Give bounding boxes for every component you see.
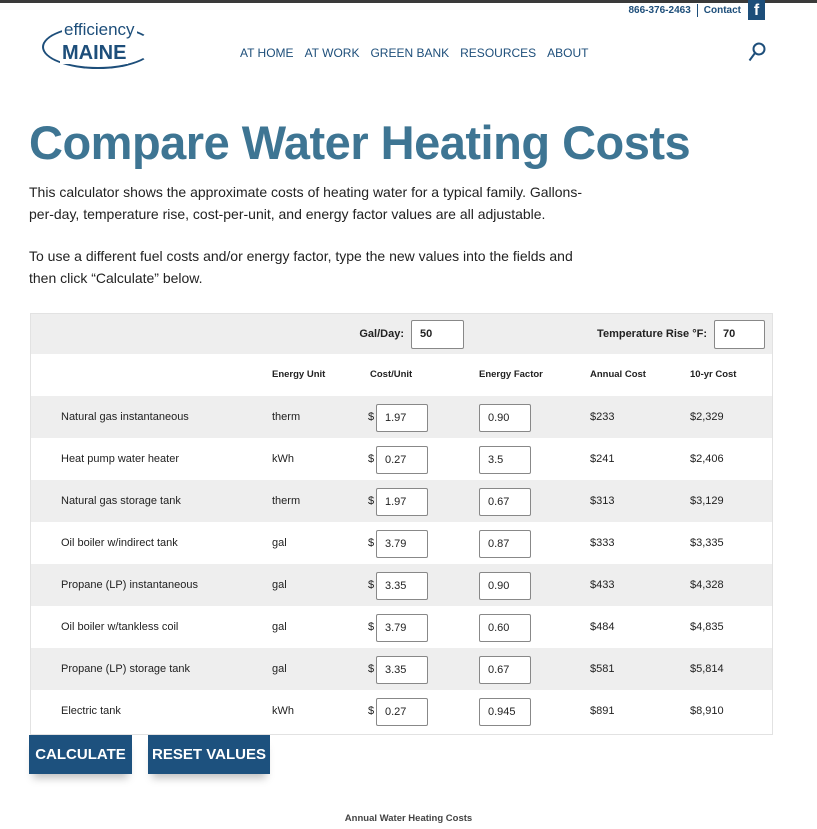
energy-factor-input[interactable]: 0.90: [479, 572, 531, 600]
energy-factor-input[interactable]: 0.60: [479, 614, 531, 642]
calculator-table: [30, 313, 773, 735]
nav-resources[interactable]: RESOURCES: [460, 46, 537, 60]
nav-at-work[interactable]: AT WORK: [304, 46, 360, 60]
col-energy-factor: Energy Factor: [479, 369, 543, 380]
search-icon[interactable]: [748, 42, 766, 62]
currency-symbol: $: [368, 453, 375, 465]
table-row: [31, 648, 772, 690]
energy-factor-input[interactable]: 0.67: [479, 488, 531, 516]
system-name: Natural gas instantaneous: [61, 411, 189, 423]
currency-symbol: $: [368, 705, 375, 717]
calculate-button[interactable]: CALCULATE: [29, 735, 132, 774]
cost-per-unit-input[interactable]: 3.35: [376, 572, 428, 600]
logo-text-top: efficiency: [64, 20, 135, 39]
reset-values-button[interactable]: RESET VALUES: [148, 735, 270, 774]
system-name: Propane (LP) instantaneous: [61, 579, 198, 591]
top-bar: [0, 0, 817, 3]
energy-factor-input[interactable]: 0.87: [479, 530, 531, 558]
intro-text: [29, 181, 599, 289]
currency-symbol: $: [368, 411, 375, 423]
facebook-icon[interactable]: f: [748, 0, 765, 20]
system-name: Natural gas storage tank: [61, 495, 181, 507]
currency-symbol: $: [368, 621, 375, 633]
temperature-rise-label: Temperature Rise °F:: [597, 328, 707, 340]
annual-cost: $581: [590, 663, 615, 675]
intro-paragraph-2: To use a different fuel costs and/or energy factor, type the new values into the fields and then click “Calculate” below.: [29, 248, 573, 286]
ten-year-cost: $4,328: [690, 579, 724, 591]
page-title: Compare Water Heating Costs: [29, 116, 691, 169]
col-cost-unit: Cost/Unit: [370, 369, 413, 380]
nav-about[interactable]: ABOUT: [547, 46, 589, 60]
global-inputs-row: [31, 314, 772, 354]
energy-factor-input[interactable]: 0.90: [479, 404, 531, 432]
col-annual-cost: Annual Cost: [590, 369, 646, 380]
contact-link[interactable]: Contact: [703, 5, 741, 16]
energy-factor-input[interactable]: 3.5: [479, 446, 531, 474]
energy-unit: kWh: [272, 705, 294, 717]
ten-year-cost: $8,910: [690, 705, 724, 717]
annual-cost: $433: [590, 579, 615, 591]
energy-unit: gal: [272, 537, 287, 549]
energy-unit: gal: [272, 579, 287, 591]
system-name: Heat pump water heater: [61, 453, 180, 465]
column-headers: [31, 354, 772, 396]
ten-year-cost: $3,129: [690, 495, 724, 507]
cost-per-unit-input[interactable]: 0.27: [376, 698, 428, 726]
main-nav: [240, 46, 589, 60]
divider: [697, 4, 698, 17]
energy-factor-input[interactable]: 0.67: [479, 656, 531, 684]
nav-green-bank[interactable]: GREEN BANK: [370, 46, 450, 60]
currency-symbol: $: [368, 579, 375, 591]
annual-cost: $233: [590, 411, 615, 423]
gal-day-label: Gal/Day:: [359, 328, 404, 340]
ten-year-cost: $3,335: [690, 537, 724, 549]
phone-link[interactable]: 866-376-2463: [628, 5, 691, 16]
intro-paragraph-1: This calculator shows the approximate costs of heating water for a typical family. Gallons-per-day, temperature rise, cost-per-unit, and energy factor values are all adjustable.: [29, 184, 582, 222]
currency-symbol: $: [368, 537, 375, 549]
nav-at-home[interactable]: AT HOME: [240, 46, 294, 60]
table-row: [31, 690, 772, 732]
gal-day-input[interactable]: 50: [411, 320, 464, 349]
table-row: [31, 522, 772, 564]
cost-per-unit-input[interactable]: 0.27: [376, 446, 428, 474]
energy-unit: therm: [272, 411, 301, 423]
system-name: Oil boiler w/indirect tank: [61, 537, 178, 549]
annual-cost: $484: [590, 621, 615, 633]
ten-year-cost: $5,814: [690, 663, 724, 675]
logo-text-bottom: MAINE: [62, 42, 127, 64]
system-name: Oil boiler w/tankless coil: [61, 621, 179, 633]
chart-title: Annual Water Heating Costs: [344, 813, 473, 824]
utility-nav: [628, 4, 741, 17]
ten-year-cost: $4,835: [690, 621, 724, 633]
cost-per-unit-input[interactable]: 3.79: [376, 614, 428, 642]
table-row: [31, 438, 772, 480]
efficiency-maine-logo[interactable]: [40, 20, 160, 72]
currency-symbol: $: [368, 663, 375, 675]
annual-cost: $333: [590, 537, 615, 549]
system-name: Propane (LP) storage tank: [61, 663, 191, 675]
currency-symbol: $: [368, 495, 375, 507]
energy-unit: gal: [272, 621, 287, 633]
ten-year-cost: $2,406: [690, 453, 724, 465]
table-row: [31, 606, 772, 648]
energy-factor-input[interactable]: 0.945: [479, 698, 531, 726]
annual-cost: $241: [590, 453, 615, 465]
cost-per-unit-input[interactable]: 1.97: [376, 488, 428, 516]
col-10yr-cost: 10-yr Cost: [690, 369, 737, 380]
table-row: [31, 396, 772, 438]
cost-per-unit-input[interactable]: 3.79: [376, 530, 428, 558]
table-body: [31, 396, 772, 732]
cost-per-unit-input[interactable]: 1.97: [376, 404, 428, 432]
annual-cost: $891: [590, 705, 615, 717]
table-row: [31, 480, 772, 522]
system-name: Electric tank: [61, 705, 121, 717]
energy-unit: kWh: [272, 453, 294, 465]
energy-unit: gal: [272, 663, 287, 675]
table-row: [31, 564, 772, 606]
temperature-rise-input[interactable]: 70: [714, 320, 765, 349]
annual-cost: $313: [590, 495, 615, 507]
energy-unit: therm: [272, 495, 301, 507]
cost-per-unit-input[interactable]: 3.35: [376, 656, 428, 684]
col-energy-unit: Energy Unit: [272, 369, 326, 380]
ten-year-cost: $2,329: [690, 411, 724, 423]
